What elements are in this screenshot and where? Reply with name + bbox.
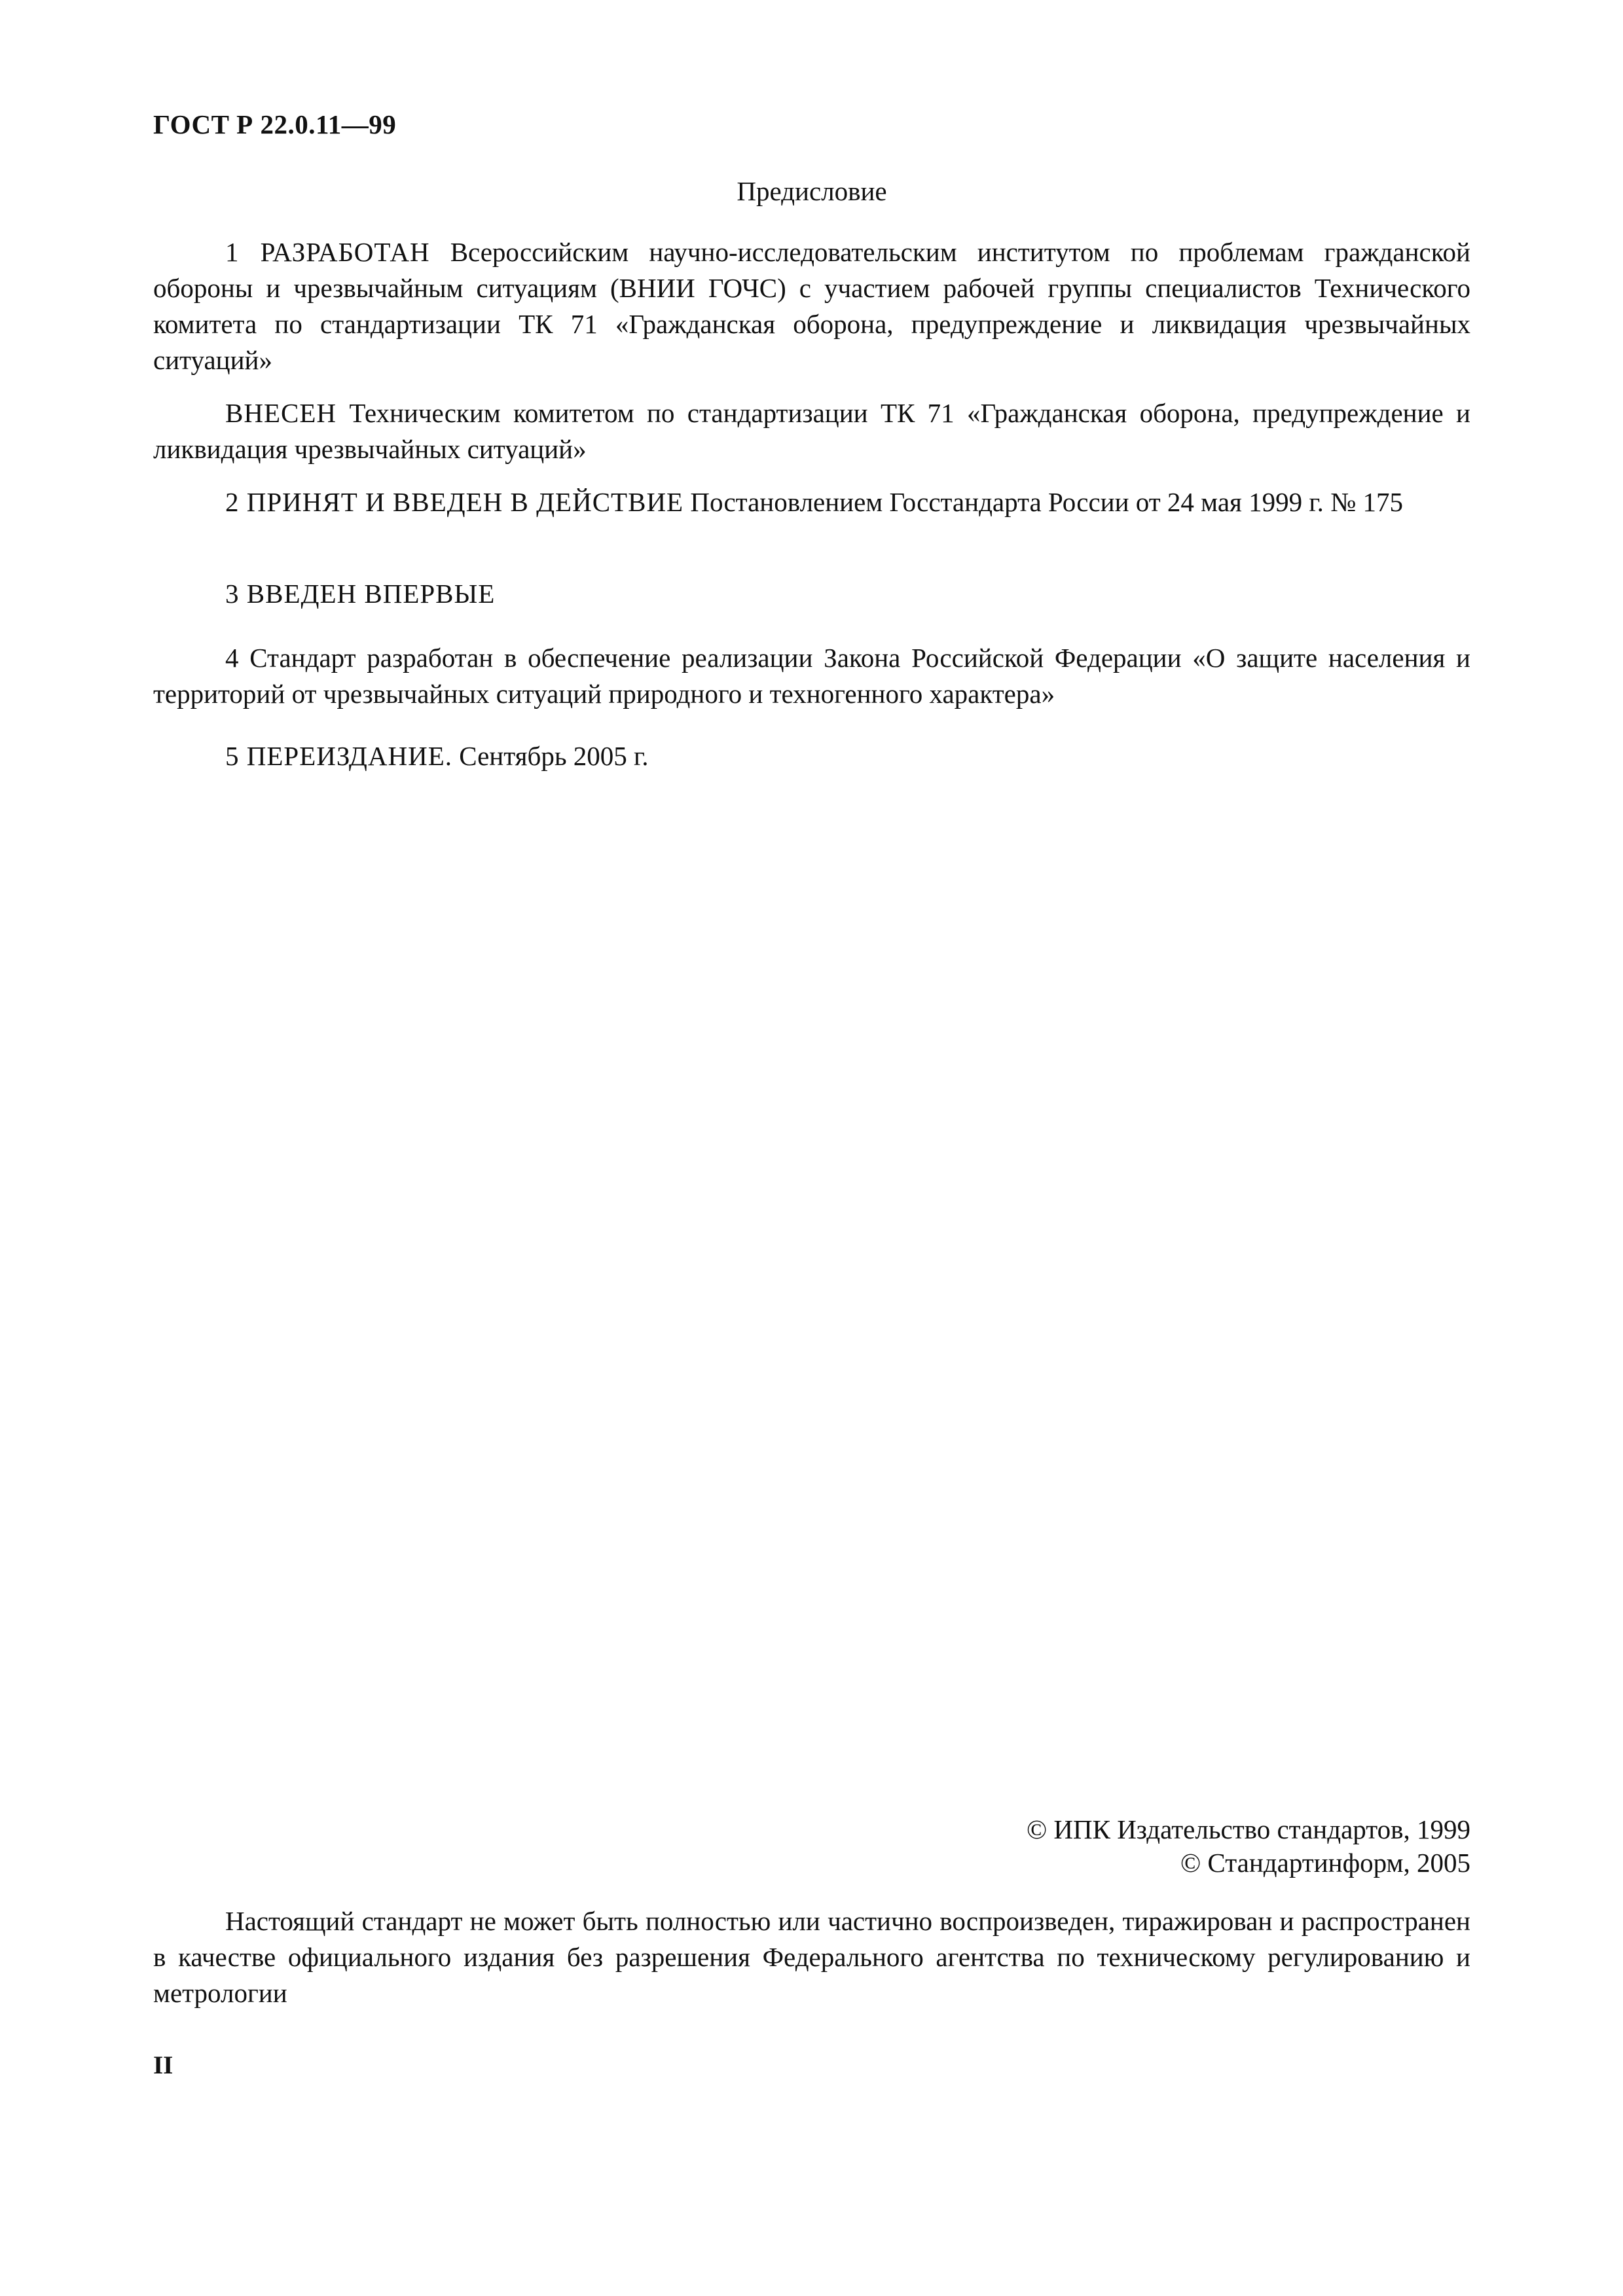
copyright-block <box>1027 1813 1470 1880</box>
foreword-paragraph-submitted <box>153 395 1470 467</box>
foreword-paragraph-law <box>153 640 1470 712</box>
foreword-paragraph-developed <box>153 234 1470 378</box>
foreword-paragraph-adopted <box>153 484 1470 520</box>
submitted-text: Техническим комитетом по стандартизации ТК 71 «Гражданская оборона, предупреждение и ликвидация чрезвычайных ситуаций» <box>153 398 1470 464</box>
first-introduced-label: 3 ВВЕДЕН ВПЕРВЫЕ <box>225 579 496 609</box>
reproduction-notice <box>153 1903 1470 2011</box>
foreword-paragraph-first-introduced <box>153 576 1470 612</box>
foreword-title: Предисловие <box>737 176 887 206</box>
document-id: ГОСТ Р 22.0.11—99 <box>153 109 397 139</box>
developed-label: 1 РАЗРАБОТАН <box>225 237 430 267</box>
adopted-label: 2 ПРИНЯТ И ВВЕДЕН В ДЕЙСТВИЕ <box>225 487 684 517</box>
reproduction-notice-text: Настоящий стандарт не может быть полностью или частично воспроизведен, тиражирован и распространен в качестве официального издания без разрешения Федерального агентства по техническому регулированию и метрологии <box>153 1906 1470 2008</box>
copyright-line-1: © ИПК Издательство стандартов, 1999 <box>1026 1814 1470 1844</box>
reissue-text: Сентябрь 2005 г. <box>459 741 649 771</box>
page-number: II <box>153 2051 173 2079</box>
submitted-label: ВНЕСЕН <box>225 398 337 428</box>
reissue-label: 5 ПЕРЕИЗДАНИЕ. <box>225 741 452 771</box>
copyright-line-2: © Стандартинформ, 2005 <box>1180 1848 1470 1878</box>
developed-text: Всероссийским научно-исследовательским институтом по проблемам гражданской обороны и чрезвычайным ситуациям (ВНИИ ГОЧС) с участием рабочей группы специалистов Технического комитета по стандартизации ТК 71 «Гражданская оборона, предупреждение и ликвидация чрезвычайных ситуаций» <box>153 237 1470 375</box>
law-text: 4 Стандарт разработан в обеспечение реализации Закона Российской Федерации «О защите населения и территорий от чрезвычайных ситуаций природного и техногенного характера» <box>153 643 1470 709</box>
foreword-paragraph-reissue <box>153 738 1470 774</box>
adopted-text: Постановлением Госстандарта России от 24 мая 1999 г. № 175 <box>690 487 1403 517</box>
